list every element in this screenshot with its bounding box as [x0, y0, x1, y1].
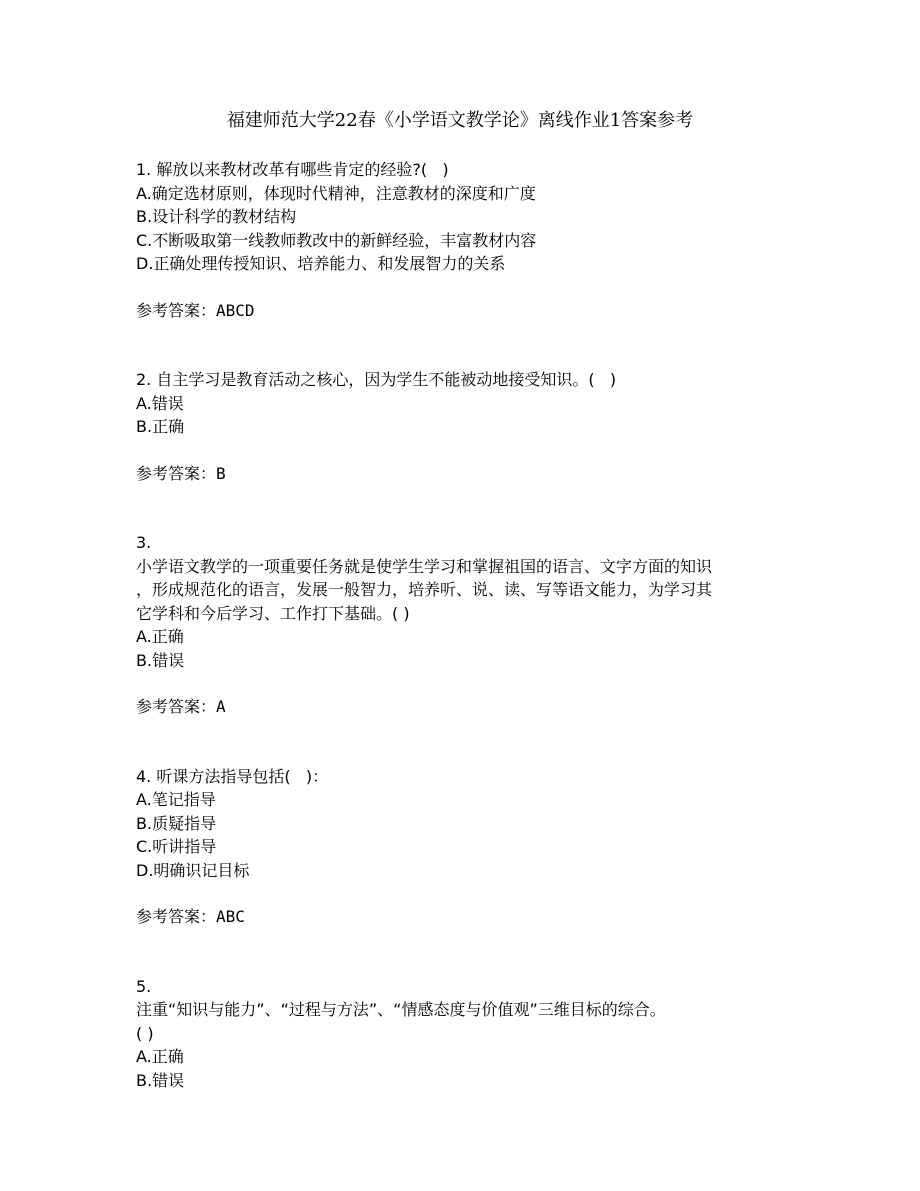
question-number: 2.: [136, 370, 152, 389]
option-d: D.明确识记目标: [136, 860, 250, 880]
answer-value: B: [216, 463, 226, 483]
answer-label: 参考答案：: [136, 697, 217, 716]
reference-answer: [136, 695, 796, 719]
question-number: 3.: [136, 533, 152, 552]
question-3: [136, 531, 796, 719]
spacer: [136, 322, 796, 368]
question-list: [136, 158, 796, 1092]
question-stem: [136, 765, 796, 789]
question-text: 解放以来教材改革有哪些肯定的经验?( ): [151, 160, 449, 179]
reference-answer: [136, 905, 796, 929]
question-1: [136, 158, 796, 322]
question-text-line-2: ( ): [136, 1023, 154, 1043]
question-5: [136, 975, 796, 1093]
option-a: A.正确: [136, 627, 184, 646]
question-4: [136, 765, 796, 929]
question-text-line-1: 注重“知识与能力”、“过程与方法”、“情感态度与价值观”三维目标的综合。: [136, 1000, 666, 1019]
document-title: 福建师范大学22春《小学语文教学论》离线作业1答案参考: [226, 110, 694, 131]
answer-label: 参考答案：: [136, 300, 217, 320]
question-text-line-3: 它学科和今后学习、工作打下基础。( ): [136, 603, 410, 623]
reference-answer: [136, 299, 796, 323]
option-b: B.设计科学的教材结构: [136, 207, 297, 226]
option-b: B.正确: [136, 417, 185, 436]
answer-label: 参考答案：: [136, 907, 217, 926]
question-text: 听课方法指导包括( )：: [151, 766, 329, 786]
option-b: B.错误: [136, 650, 185, 670]
answer-value: A: [216, 697, 226, 716]
answer-value: ABCD: [216, 300, 255, 320]
question-2: [136, 368, 796, 485]
option-a: A.正确: [136, 1047, 184, 1066]
answer-value: ABC: [216, 907, 245, 926]
question-number: 4.: [136, 766, 152, 786]
answer-label: 参考答案：: [136, 463, 217, 483]
question-text-line-2: ，形成规范化的语言，发展一般智力，培养听、说、读、写等语文能力，为学习其: [136, 580, 713, 599]
option-b: B.错误: [136, 1070, 185, 1090]
spacer: [136, 485, 796, 531]
question-text-line-1: 小学语文教学的一项重要任务就是使学生学习和掌握祖国的语言、文字方面的知识: [136, 556, 713, 576]
option-c: C.听讲指导: [136, 837, 217, 856]
spacer: [136, 719, 796, 765]
option-a: A.错误: [136, 393, 184, 413]
option-c: C.不断吸取第一线教师教改中的新鲜经验，丰富教材内容: [136, 230, 537, 250]
reference-answer: [136, 462, 796, 486]
spacer: [136, 929, 796, 975]
option-b: B.质疑指导: [136, 813, 217, 833]
question-stem: [136, 158, 796, 182]
question-text: 自主学习是教育活动之核心，因为学生不能被动地接受知识。( ): [151, 370, 617, 389]
question-stem: [136, 368, 796, 392]
question-number: 1.: [136, 160, 152, 179]
option-a: A.笔记指导: [136, 790, 216, 809]
option-a: A.确定选材原则，体现时代精神，注意教材的深度和广度: [136, 183, 536, 203]
option-d: D.正确处理传授知识、培养能力、和发展智力的关系: [136, 254, 506, 273]
question-number: 5.: [136, 976, 152, 996]
